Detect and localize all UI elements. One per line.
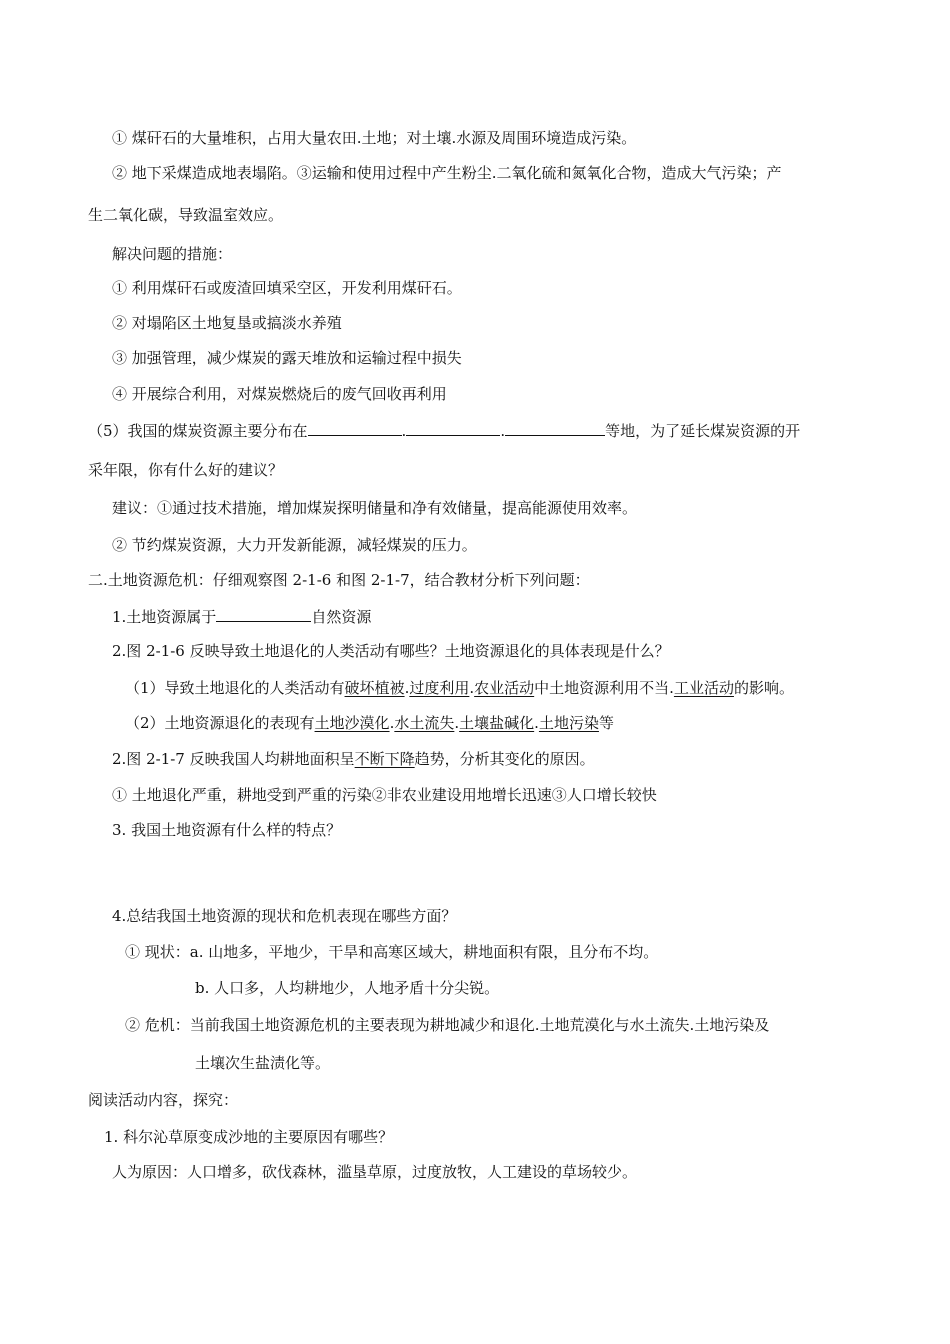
underlined-answer: 水土流失 <box>394 714 455 732</box>
underlined-answer: 土壤盐碱化 <box>459 714 535 732</box>
land-question-2b: 2.图 2-1-7 反映我国人均耕地面积呈不断下降趋势，分析其变化的原因。 <box>112 750 595 768</box>
underlined-answer: 破坏植被 <box>344 679 405 697</box>
underlined-answer: 土地污染 <box>538 714 599 732</box>
measure-1: ① 利用煤矸石或废渣回填采空区，开发利用煤矸石。 <box>112 279 462 297</box>
land-crisis: ② 危机：当前我国土地资源危机的主要表现为耕地减少和退化.土地荒漠化与水土流失.土地污染及 <box>125 1016 770 1034</box>
measures-title: 解决问题的措施： <box>112 245 233 263</box>
underlined-answer: 不断下降 <box>354 750 415 768</box>
land-crisis-cont: 土壤次生盐渍化等。 <box>195 1054 331 1072</box>
question-5-cont: 采年限，你有什么好的建议？ <box>88 461 284 479</box>
section-heading-land: 二.土地资源危机：仔细观察图 2-1-6 和图 2-1-7，结合教材分析下列问题： <box>88 571 590 589</box>
land-question-4: 4.总结我国土地资源的现状和危机表现在哪些方面？ <box>112 907 457 925</box>
land-answer-2: （2）土地资源退化的表现有土地沙漠化.水土流失.土壤盐碱化.土地污染等 <box>125 714 614 732</box>
land-question-3: 3. 我国土地资源有什么样的特点？ <box>112 821 342 839</box>
answer-blank <box>406 420 500 436</box>
land-question-1: 1.土地资源属于 自然资源 <box>112 608 372 626</box>
coal-impact-2: ② 地下采煤造成地表塌陷。③运输和使用过程中产生粉尘.二氧化硫和氮氧化合物，造成大气污染；产 <box>112 164 782 182</box>
question-5: （5）我国的煤炭资源主要分布在 . . 等地，为了延长煤炭资源的开 <box>88 422 801 440</box>
land-status-a: ① 现状：a. 山地多，平地少，干旱和高寒区域大，耕地面积有限，且分布不均。 <box>125 943 659 961</box>
measure-2: ② 对塌陷区土地复垦或搞淡水养殖 <box>112 314 342 332</box>
question-5-text: （5）我国的煤炭资源主要分布在 <box>88 422 308 440</box>
suggestion-2: ② 节约煤炭资源，大力开发新能源，减轻煤炭的压力。 <box>112 536 477 554</box>
underlined-answer: 过度利用 <box>409 679 470 697</box>
land-reasons: ① 土地退化严重，耕地受到严重的污染②非农业建设用地增长迅速③人口增长较快 <box>112 786 657 804</box>
coal-impact-2-cont: 生二氧化碳，导致温室效应。 <box>88 206 284 224</box>
land-answer-1: （1）导致土地退化的人类活动有破坏植被.过度利用.农业活动中土地资源利用不当.工业活动的影响。 <box>125 679 794 697</box>
measure-3: ③ 加强管理，减少煤炭的露天堆放和运输过程中损失 <box>112 349 462 367</box>
underlined-answer: 工业活动 <box>673 679 734 697</box>
answer-blank <box>308 420 402 436</box>
coal-impact-1: ① 煤矸石的大量堆积，占用大量农田.土地；对土壤.水源及周围环境造成污染。 <box>112 129 637 147</box>
land-question-2: 2.图 2-1-6 反映导致土地退化的人类活动有哪些？土地资源退化的具体表现是什么？ <box>112 642 670 660</box>
land-status-b: b. 人口多，人均耕地少，人地矛盾十分尖锐。 <box>195 979 500 997</box>
answer-blank <box>505 420 605 436</box>
measure-4: ④ 开展综合利用，对煤炭燃烧后的废气回收再利用 <box>112 385 447 403</box>
reading-title: 阅读活动内容，探究： <box>88 1091 239 1109</box>
reading-answer-1: 人为原因：人口增多，砍伐森林，滥垦草原，过度放牧，人工建设的草场较少。 <box>112 1163 638 1181</box>
answer-blank <box>216 606 311 622</box>
underlined-answer: 农业活动 <box>474 679 535 697</box>
reading-question-1: 1. 科尔沁草原变成沙地的主要原因有哪些？ <box>104 1128 394 1146</box>
question-5-text-end: 等地，为了延长煤炭资源的开 <box>605 422 801 440</box>
suggestion-1: 建议：①通过技术措施，增加煤炭探明储量和净有效储量，提高能源使用效率。 <box>112 499 638 517</box>
underlined-answer: 土地沙漠化 <box>314 714 390 732</box>
